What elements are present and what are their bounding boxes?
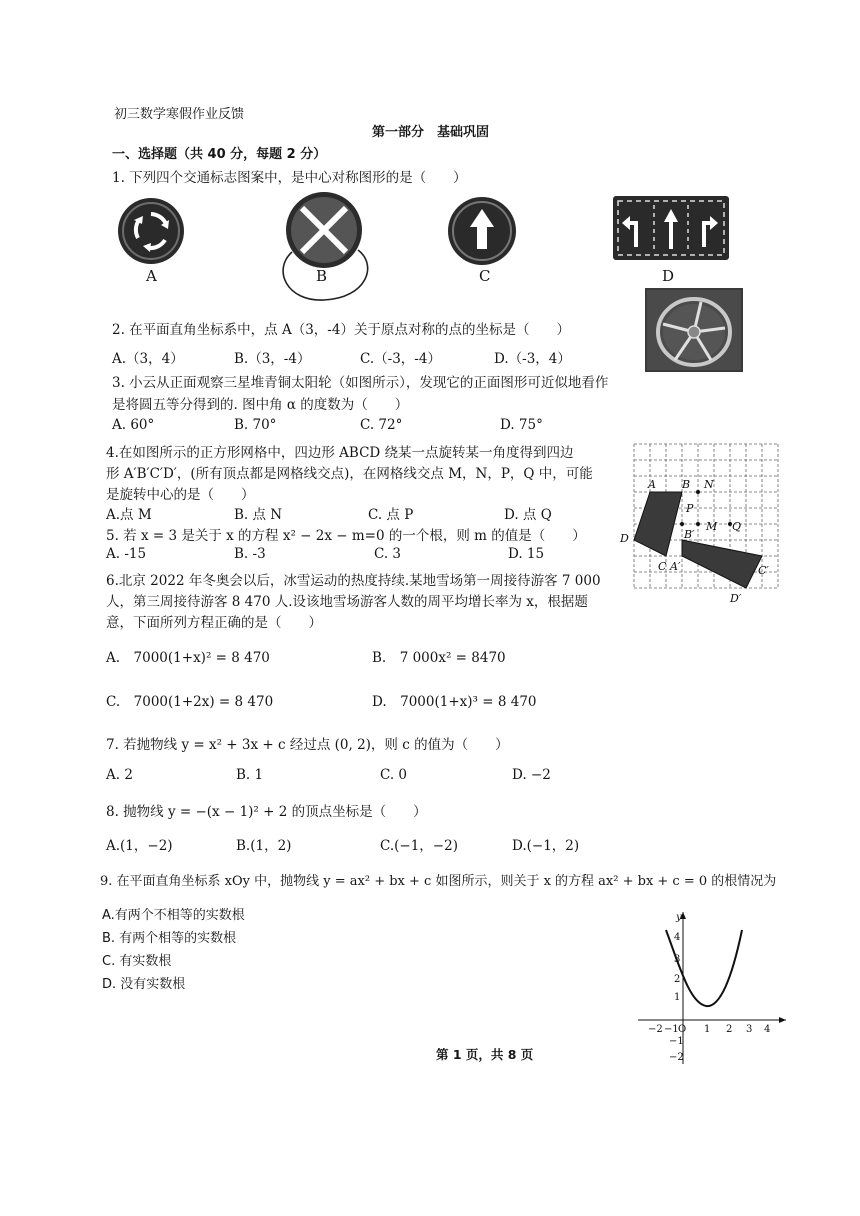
q4-stem-line1: 4.在如图所示的正方形网格中，四边形 ABCD 绕某一点旋转某一角度得到四边 — [106, 445, 574, 461]
graph-x-tick-2: 2 — [726, 1024, 733, 1035]
q7-option-b[interactable]: B. 1 — [236, 767, 264, 783]
q9-option-b[interactable]: B. 有两个相等的实数根 — [102, 931, 237, 946]
q8-option-d[interactable]: D.(−1，2) — [512, 838, 580, 854]
graph-y-tick-3: 3 — [674, 954, 681, 965]
q1-label-d: D — [662, 267, 675, 285]
q4-stem-line2: 形 A′B′C′D′，(所有顶点都是网格线交点)，在网格线交点 M，N，P，Q 中，可能 — [106, 466, 593, 482]
section-title: 一、选择题（共 40 分，每题 2 分） — [112, 147, 327, 162]
sign-b-no-stopping-icon — [272, 190, 382, 305]
q2-option-a[interactable]: A.（3，4） — [112, 351, 184, 367]
bronze-sun-wheel-photo — [645, 288, 743, 372]
q6-stem-line2: 人，第三周接待游客 8 470 人.设该地雪场游客人数的周平均增长率为 x，根据题 — [106, 594, 588, 610]
grid-label-b-prime: B′ — [684, 528, 695, 541]
q9-stem: 9. 在平面直角坐标系 xOy 中，抛物线 y = ax² + bx + c 如图所示，则关于 x 的方程 ax² + bx + c = 0 的根情况为 — [100, 874, 777, 889]
q3-option-b[interactable]: B. 70° — [234, 417, 277, 433]
q6-option-b[interactable]: B. 7 000x² = 8470 — [372, 650, 506, 666]
q5-option-a[interactable]: A. -15 — [106, 546, 147, 562]
q6-option-a[interactable]: A. 7000(1+x)² = 8 470 — [106, 650, 270, 666]
grid-label-a: A — [648, 478, 656, 491]
graph-y-label: y — [676, 912, 682, 923]
grid-label-n: N — [704, 478, 714, 491]
sign-a-roundabout-icon — [116, 196, 186, 266]
q2-stem: 2. 在平面直角坐标系中，点 A（3，-4）关于原点对称的点的坐标是（ ） — [112, 322, 570, 338]
q6-option-c[interactable]: C. 7000(1+2x) = 8 470 — [106, 694, 274, 710]
grid-label-q: Q — [732, 520, 742, 533]
parabola-graph — [638, 908, 788, 1066]
q3-stem-line1: 3. 小云从正面观察三星堆青铜太阳轮（如图所示），发现它的正面图形可近似地看作 — [112, 375, 609, 391]
page-number: 第 1 页，共 8 页 — [436, 1047, 534, 1062]
q8-stem: 8. 抛物线 y = −(x − 1)² + 2 的顶点坐标是（ ） — [106, 804, 427, 820]
graph-y-tick-neg2: −2 — [669, 1052, 684, 1063]
grid-label-d-prime: D′ — [730, 592, 742, 605]
grid-label-a-prime: A′ — [670, 560, 681, 573]
q5-stem: 5. 若 x = 3 是关于 x 的方程 x² − 2x − m=0 的一个根，则 m 的值是（ ） — [106, 528, 586, 544]
grid-label-m: M — [706, 520, 718, 533]
q7-option-d[interactable]: D. −2 — [512, 767, 551, 783]
q1-label-a: A — [146, 267, 157, 285]
q5-option-c[interactable]: C. 3 — [374, 546, 402, 562]
q8-option-b[interactable]: B.(1，2) — [236, 838, 292, 854]
q3-option-a[interactable]: A. 60° — [112, 417, 155, 433]
q7-option-a[interactable]: A. 2 — [106, 767, 133, 783]
part-title: 第一部分 基础巩固 — [372, 125, 490, 140]
doc-title: 初三数学寒假作业反馈 — [114, 107, 245, 122]
q4-stem-line3: 是旋转中心的是（ ） — [106, 487, 255, 503]
q8-option-c[interactable]: C.(−1，−2) — [380, 838, 458, 854]
q7-stem: 7. 若抛物线 y = x² + 3x + c 经过点 (0, 2)，则 c 的值为（ ） — [106, 737, 509, 753]
graph-x-tick-3: 3 — [746, 1024, 753, 1035]
q6-option-d[interactable]: D. 7000(1+x)³ = 8 470 — [372, 694, 537, 710]
q4-option-b[interactable]: B. 点 N — [234, 507, 283, 523]
q4-option-c[interactable]: C. 点 P — [368, 507, 414, 523]
graph-y-tick-2: 2 — [674, 974, 681, 985]
q1-label-b: B — [316, 267, 328, 285]
sign-c-straight-arrow-icon — [446, 195, 518, 267]
q2-option-b[interactable]: B.（3，-4） — [234, 351, 311, 367]
q4-option-d[interactable]: D. 点 Q — [504, 507, 552, 523]
grid-label-c: C — [658, 560, 667, 573]
q6-stem-line1: 6.北京 2022 年冬奥会以后，冰雪运动的热度持续.某地雪场第一周接待游客 7 000 — [106, 573, 601, 589]
q6-stem-line3: 意，下面所列方程正确的是（ ） — [106, 615, 322, 631]
graph-y-tick-1: 1 — [674, 992, 681, 1003]
rotation-grid-figure — [618, 440, 788, 608]
graph-y-tick-neg1: −1 — [669, 1036, 684, 1047]
graph-x-tick-neg1: −1 — [664, 1024, 679, 1035]
grid-label-d: D — [620, 532, 629, 545]
q9-option-c[interactable]: C. 有实数根 — [102, 954, 172, 969]
sign-d-lane-arrows-icon — [612, 195, 730, 261]
q1-label-c: C — [479, 267, 491, 285]
graph-x-tick-1: 1 — [704, 1024, 711, 1035]
q4-option-a[interactable]: A.点 M — [106, 507, 152, 523]
q2-option-c[interactable]: C.（-3，-4） — [360, 351, 441, 367]
graph-x-tick-4: 4 — [764, 1024, 771, 1035]
q7-option-c[interactable]: C. 0 — [380, 767, 408, 783]
q5-option-b[interactable]: B. -3 — [234, 546, 266, 562]
grid-label-p: P — [686, 502, 694, 515]
graph-origin-label: O — [678, 1024, 687, 1035]
grid-label-b: B — [682, 478, 691, 491]
q1-stem: 1. 下列四个交通标志图案中，是中心对称图形的是（ ） — [112, 170, 467, 186]
q9-option-d[interactable]: D. 没有实数根 — [102, 977, 186, 992]
q3-stem-line2: 是将圆五等分得到的. 图中角 α 的度数为（ ） — [112, 397, 409, 413]
q2-option-d[interactable]: D.（-3，4） — [494, 351, 571, 367]
graph-x-tick-neg2: −2 — [648, 1024, 663, 1035]
q3-option-d[interactable]: D. 75° — [500, 417, 543, 433]
q3-option-c[interactable]: C. 72° — [360, 417, 403, 433]
q8-option-a[interactable]: A.(1，−2) — [106, 838, 173, 854]
graph-y-tick-4: 4 — [674, 932, 681, 943]
q9-option-a[interactable]: A.有两个不相等的实数根 — [102, 908, 245, 923]
q5-option-d[interactable]: D. 15 — [508, 546, 545, 562]
grid-label-c-prime: C′ — [758, 564, 769, 577]
